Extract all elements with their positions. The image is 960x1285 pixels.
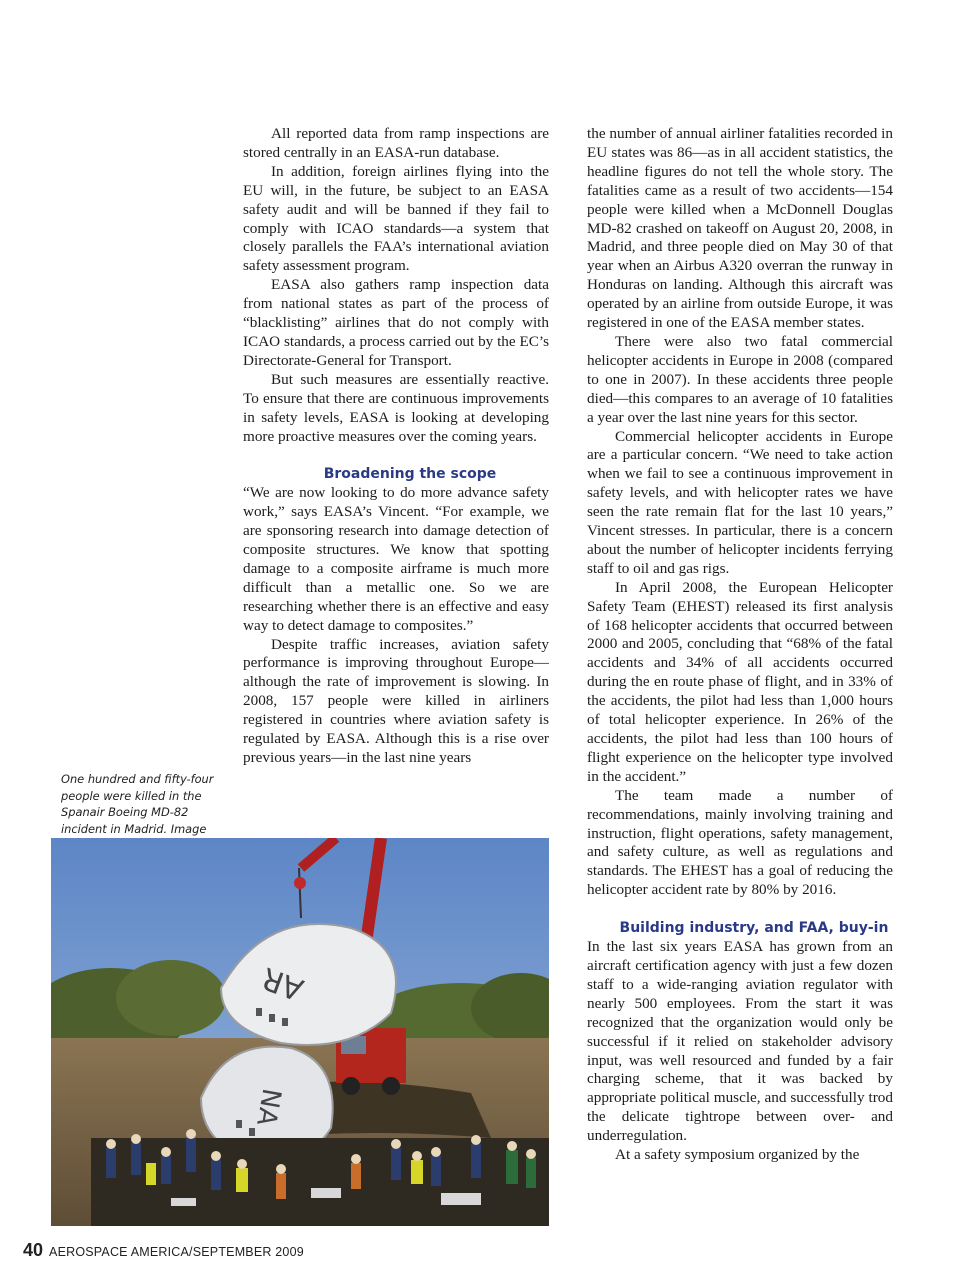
section-heading: Broadening the scope [323, 466, 497, 483]
paragraph: In April 2008, the European Helicopter Safety Team (EHEST) released its first analysis of 168 helicopter accidents that occurred between 2000 and 2005, concluding that “68% of the fatal accidents and 34% of all accidents occurred during the en route phase of flight, and in 33% of the accidents, the pilot had less than 1,000 hours of total helicopter experience. In 26% of the accidents, the pilot had less than 100 hours of flight experience on the helicopter type involved in the accident.” [587, 578, 893, 785]
svg-text:NA: NA [250, 1086, 287, 1129]
photo-illustration [51, 838, 549, 1226]
publication-line: AEROSPACE AMERICA/SEPTEMBER 2009 [49, 1245, 304, 1259]
paragraph: In the last six years EASA has grown from an aircraft certification agency with just a few dozen staff to a wide-ranging aviation regulator with nearly 500 employees. From the start it was recognized that the organization would only be successful if it relied on stakeholder advisory input, was well resourced and funded by a fair charging scheme, that it was backed by appropriate political muscle, and successfully trod the delicate tightrope between over- and underregulation. [587, 938, 893, 1145]
paragraph: the number of annual airliner fatalities recorded in EU states was 86—as in all accident statistics, the headline figures do not tell the whole story. The fatalities came as a result of two accidents—154 people were killed when a McDonnell Douglas MD-82 crashed on takeoff on August 20, 2008, in Madrid, and three people died on May 30 of that year when an Airbus A320 overran the runway in Honduras on landing. Although this aircraft was operated by an airline from outside Europe, it was registered in one of the EASA member states. [587, 125, 893, 332]
paragraph: All reported data from ramp inspections are stored centrally in an EASA-run database. [243, 125, 549, 161]
photo-caption: One hundred and fifty-four people were killed in the Spanair Boeing MD-82 incident in Madrid. Image [61, 772, 214, 836]
section-heading: Building industry, and FAA, buy-in [619, 920, 889, 937]
article-column-middle [243, 125, 549, 768]
paragraph: Despite traffic increases, aviation safety performance is improving throughout Europe—although the rate of improvement is slowing. In 2008, 157 people were killed in airliners registered in countries where aviation safety is regulated by EASA. Although this is a rise over previous years—in the last nine years [243, 635, 549, 766]
paragraph: There were also two fatal commercial helicopter accidents in Europe in 2008 (compared to one in 2007). In these accidents three people died—this compares to an average of 10 fatalities a year over the last nine years for this sector. [587, 332, 893, 426]
paragraph: The team made a number of recommendations, mainly involving training and instruction, flight operations, safety management, and safety culture, as well as regulations and standards. The EHEST has a goal of reducing the helicopter accident rate by 80% by 2016. [587, 786, 893, 899]
svg-text:AR: AR [257, 959, 309, 1007]
paragraph: But such measures are essentially reactive. To ensure that there are continuous improvements in safety levels, EASA is looking at developing more proactive measures over the coming years. [243, 370, 549, 445]
paragraph: “We are now looking to do more advance safety work,” says EASA’s Vincent. “For example, we are sponsoring research into damage detection of composite structures. We know that spotting damage to a composite airframe is much more difficult than a metallic one. So we are researching whether there is an effective and easy way to detect damage to composites.” [243, 484, 549, 634]
crash-site-photo [51, 838, 549, 1226]
article-column-right [587, 125, 893, 1165]
paragraph: EASA also gathers ramp inspection data from national states as part of the process of “blacklisting” airlines that do not comply with ICAO standards, a process carried out by the EC’s Directorate-General for Transport. [243, 276, 549, 369]
page-footer [23, 1240, 304, 1261]
page-number: 40 [23, 1240, 44, 1260]
paragraph: Commercial helicopter accidents in Europe are a particular concern. “We need to take action when we fail to see a continuous improvement in safety levels, and with helicopter rates we have seen the rate remain flat for the last 10 years,” Vincent stresses. In particular, there is a concern about the number of helicopter incidents ferrying staff to oil and gas rigs. [587, 427, 893, 577]
paragraph: In addition, foreign airlines flying into the EU will, in the future, be subject to an EASA safety audit and will be banned if they fail to comply with ICAO standards—a system that closely parallels the FAA’s international aviation safety assessment program. [243, 162, 549, 275]
paragraph: At a safety symposium organized by the [615, 1146, 860, 1164]
